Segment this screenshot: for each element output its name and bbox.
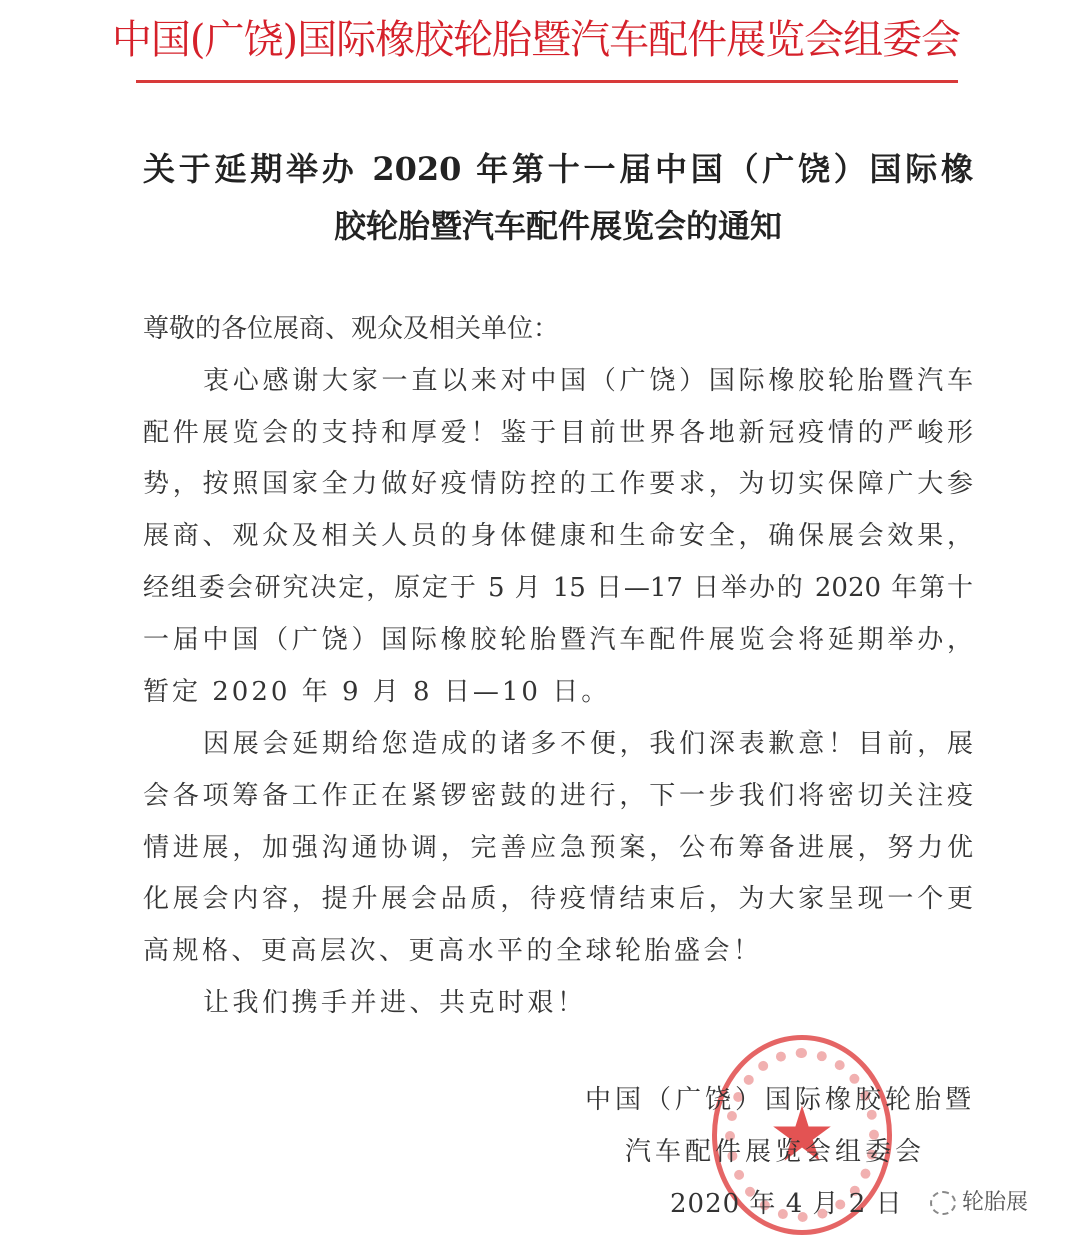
body-line: 因展会延期给您造成的诸多不便，我们深表歉意！目前，展 xyxy=(203,729,973,759)
salutation: 尊敬的各位展商、观众及相关单位： xyxy=(143,314,560,344)
letterhead-rule xyxy=(136,80,958,83)
wechat-icon xyxy=(930,1191,956,1215)
body-line: 经组委会研究决定，原定于 5 月 15 日—17 日举办的 2020 年第十 xyxy=(143,573,973,603)
notice-title-line-2: 胶轮胎暨汽车配件展览会的通知 xyxy=(333,207,782,245)
body-line: 化展会内容，提升展会品质，待疫情结束后，为大家呈现一个更 xyxy=(143,884,973,914)
body-line: 一届中国（广饶）国际橡胶轮胎暨汽车配件展览会将延期举办， xyxy=(143,625,973,655)
signature-line-2: 汽车配件展览会组委会 xyxy=(625,1137,926,1167)
signature-date: 2020 年 4 月 2 日 xyxy=(670,1189,903,1219)
body-line: 会各项筹备工作正在紧锣密鼓的进行，下一步我们将密切关注疫 xyxy=(143,781,973,811)
body-line: 让我们携手并进、共克时艰！ xyxy=(203,988,587,1018)
letterhead: 中国(广饶)国际橡胶轮胎暨汽车配件展览会组委会 xyxy=(111,17,961,63)
body-line: 情进展，加强沟通协调，完善应急预案，公布筹备进展，努力优 xyxy=(143,833,973,863)
signature-line-1: 中国（广饶）国际橡胶轮胎暨 xyxy=(585,1085,976,1115)
body-line: 高规格、更高层次、更高水平的全球轮胎盛会！ xyxy=(143,936,763,966)
body-line: 配件展览会的支持和厚爱！鉴于目前世界各地新冠疫情的严峻形 xyxy=(143,418,973,448)
watermark-text: 轮胎展 xyxy=(962,1190,1029,1215)
body-line: 势，按照国家全力做好疫情防控的工作要求，为切实保障广大参 xyxy=(143,469,973,499)
body-line: 暂定 2020 年 9 月 8 日—10 日。 xyxy=(143,677,611,707)
body-line: 衷心感谢大家一直以来对中国（广饶）国际橡胶轮胎暨汽车 xyxy=(203,366,973,396)
notice-title-line-1: 关于延期举办 2020 年第十一届中国（广饶）国际橡 xyxy=(143,150,973,188)
body-line: 展商、观众及相关人员的身体健康和生命安全，确保展会效果， xyxy=(143,521,973,551)
wechat-watermark xyxy=(930,1188,1028,1218)
